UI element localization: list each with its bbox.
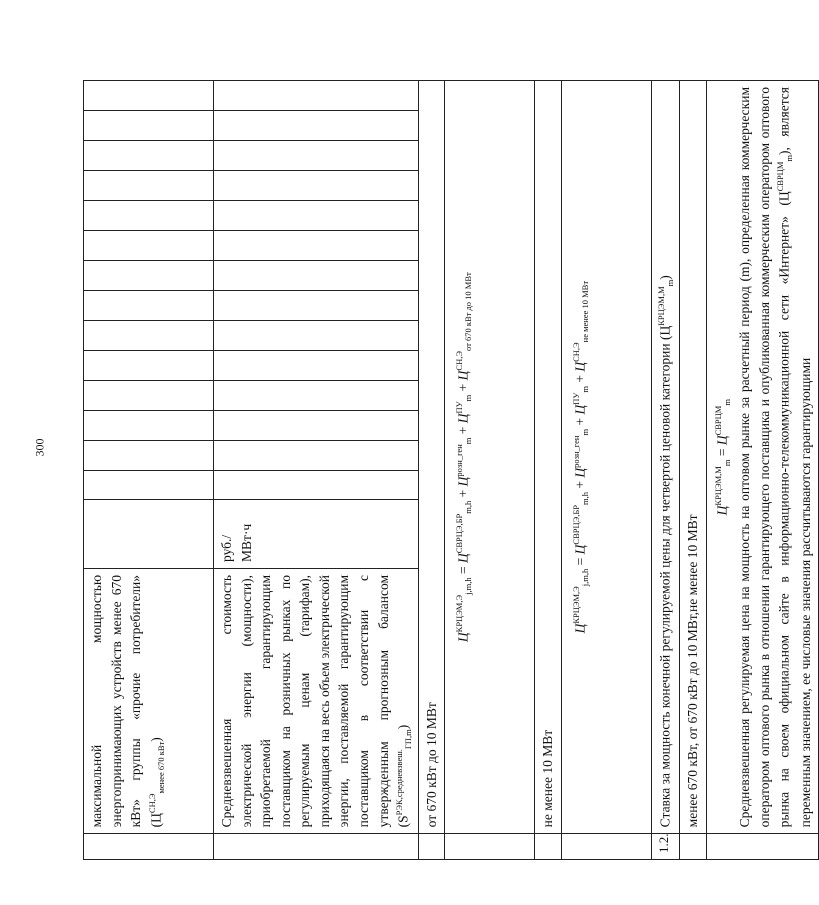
tariff-table <box>83 80 819 860</box>
page-number: 300 <box>32 438 47 457</box>
value-cell <box>84 350 214 380</box>
row-number-cell <box>84 834 214 860</box>
value-cell <box>214 350 419 380</box>
value-cell <box>84 380 214 410</box>
row-number-cell <box>706 834 819 860</box>
row-unit: руб./ МВт·ч <box>214 500 419 568</box>
value-cell <box>214 81 419 111</box>
row-description: Средневзвешенная стоимость электрической энергии (мощности), приобретаемой гарантирующим поставщиком на розничных рынках по регулируемым ценам (тарифам), приходящаяся на весь объем электрической энергии, поставляемой гарантирующим поставщиком в соответствии с утвержденным прогнозным балансом $(S^{РЭК,средневзвеш.}_{ГП,m})$ <box>214 568 419 833</box>
table-row <box>706 81 819 860</box>
value-cell <box>84 320 214 350</box>
formula-ge-10: $Ц^{КРЦЭМ,Э}_{j,m,h} = Ц^{СВРЦЭ,БР}_{m,h} + Ц^{розн\_ген}_m + Ц^{ПУ}_m + Ц^{СН,Э}_{не менее 10 МВт}$ <box>561 81 651 834</box>
value-cell <box>214 230 419 260</box>
table-row <box>418 81 445 860</box>
value-cell <box>84 410 214 440</box>
formula-from-670: $Ц^{КРЦЭМ,Э}_{j,m,h} = Ц^{СВРЦЭ,БР}_{m,h} + Ц^{розн\_ген}_m + Ц^{ПУ}_m + Ц^{СН,Э}_{от 670 кВт до 10 МВт}$ <box>445 81 535 834</box>
row-unit <box>84 500 214 568</box>
row-number-cell <box>445 834 535 860</box>
value-cell <box>214 171 419 201</box>
value-cell <box>214 141 419 171</box>
table-row <box>214 81 419 860</box>
value-cell <box>84 200 214 230</box>
row-number-cell <box>418 834 445 860</box>
section-label: менее 670 кВт, от 670 кВт до 10 МВт,не менее 10 МВт <box>680 81 707 834</box>
row-number-cell: 1.2. <box>651 834 680 860</box>
value-cell <box>214 200 419 230</box>
value-cell <box>84 470 214 500</box>
table-row <box>84 81 214 860</box>
power-rate-text: Средневзвешенная регулируемая цена на мощность на оптовом рынке за расчетный период (m), определенная коммерческим оператором оптового рынка в отношении гарантирующего поставщика и опубликованная коммерческим оператором оптового рынка на своем официальном сайте в информационно-телекоммуникационной сети «Интернет» $(Ц^{СВРЦМ}_m)$, является переменным значением, ее числовые значения рассчитываются гарантирующими <box>737 86 813 828</box>
value-cell <box>84 141 214 171</box>
value-cell <box>214 320 419 350</box>
value-cell <box>84 171 214 201</box>
section-label: не менее 10 МВт <box>535 81 562 834</box>
value-cell <box>214 470 419 500</box>
value-cell <box>84 230 214 260</box>
row-description: максимальной мощностью энергопринимающих устройств менее 670 кВт» группы «прочие потребители» $(Ц^{СН,Э}_{менее 670 кВт})$ <box>84 568 214 833</box>
value-cell <box>214 111 419 141</box>
value-cell <box>84 111 214 141</box>
table-row <box>561 81 651 860</box>
value-cell <box>214 290 419 320</box>
value-cell <box>214 440 419 470</box>
table-row <box>680 81 707 860</box>
row-number-cell <box>214 834 419 860</box>
table-row <box>651 81 680 860</box>
value-cell <box>214 380 419 410</box>
value-cell <box>84 81 214 111</box>
value-cell <box>84 260 214 290</box>
value-cell <box>214 260 419 290</box>
rotated-document-sheet <box>83 80 813 860</box>
value-cell <box>84 290 214 320</box>
table-row <box>535 81 562 860</box>
value-cell <box>84 440 214 470</box>
formula-power: $Ц^{КРЦЭМ,М}_m = Ц^{СВРЦМ}_m$ <box>712 399 732 516</box>
section-heading: Ставка за мощность конечной регулируемой цены для четвертой ценовой категории $(Ц^{КРЦЭМ,М}_m)$ <box>651 81 680 834</box>
row-number-cell <box>535 834 562 860</box>
power-rate-description <box>706 81 819 834</box>
row-number-cell <box>561 834 651 860</box>
row-number-cell <box>680 834 707 860</box>
section-label: от 670 кВт до 10 МВт <box>418 81 445 834</box>
table-row <box>445 81 535 860</box>
value-cell <box>214 410 419 440</box>
